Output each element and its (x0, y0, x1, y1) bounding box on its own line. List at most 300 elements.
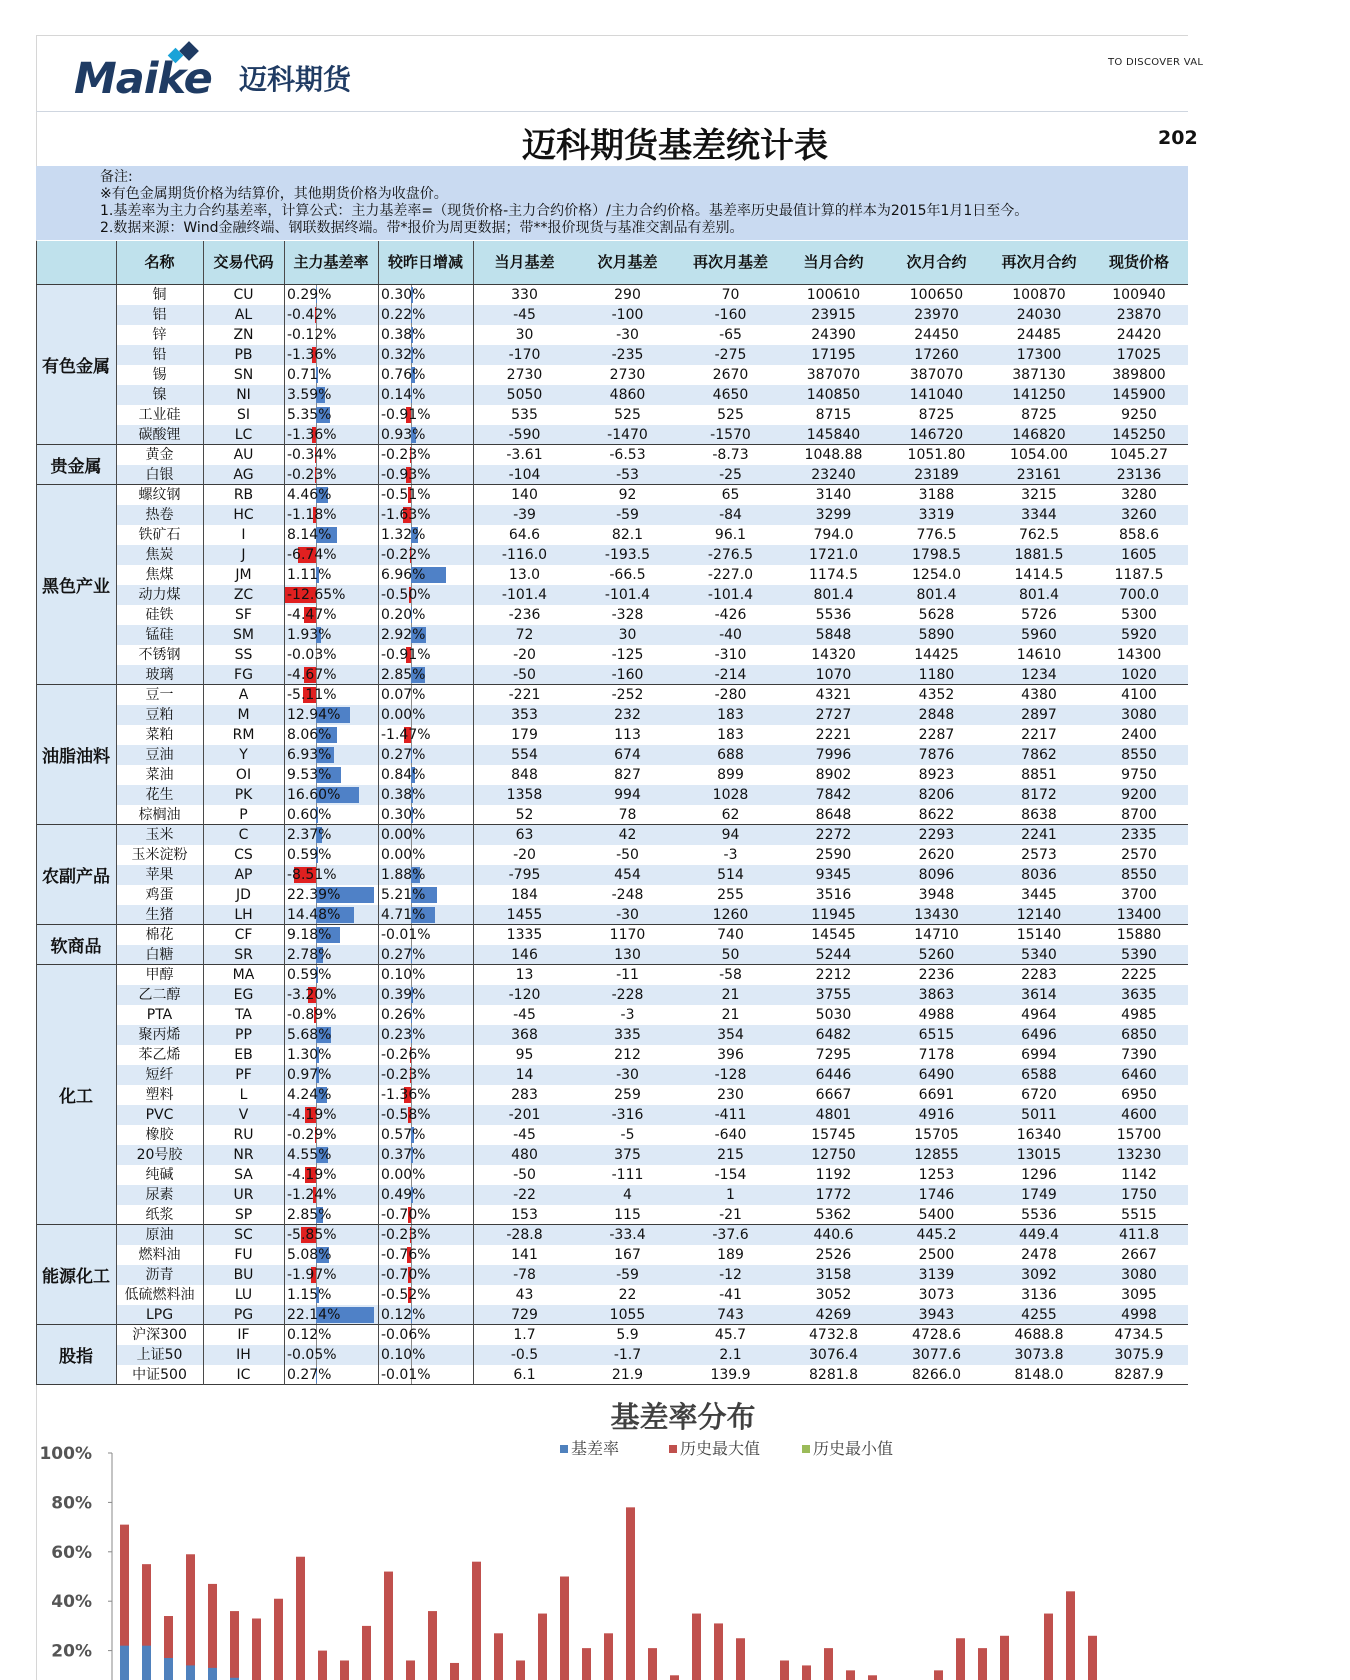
spot-price-cell: 23136 (1116, 467, 1162, 483)
table-row (116, 1205, 1188, 1225)
percent-value: 5.21% (381, 887, 426, 903)
third-basis-cell: 1 (726, 1187, 735, 1203)
max-value-bar (824, 1648, 833, 1680)
max-value-bar (648, 1648, 657, 1680)
basis-rate-cell (284, 885, 378, 905)
next-contract-cell: 13430 (914, 907, 959, 923)
daily-change-cell (378, 1085, 473, 1105)
current-basis-cell: 153 (511, 1207, 538, 1223)
name-cell: 铁矿石 (138, 527, 181, 543)
current-contract-cell: 440.6 (813, 1227, 854, 1243)
daily-change-cell (378, 865, 473, 885)
percent-value: 0.38% (381, 327, 426, 343)
name-cell: 低硫燃料油 (124, 1287, 195, 1303)
daily-change-cell (378, 1185, 473, 1205)
name-cell: 棕榈油 (138, 807, 181, 823)
third-basis-cell: 45.7 (714, 1327, 747, 1343)
slogan: TO DISCOVER VAL (1108, 57, 1204, 68)
percent-value: 1.30% (287, 1047, 332, 1063)
percent-value: -0.70% (381, 1207, 431, 1223)
basis-rate-cell (284, 605, 378, 625)
percent-value: -0.91% (381, 407, 431, 423)
basis-rate-cell (284, 1225, 378, 1245)
current-basis-cell: -45 (513, 307, 536, 323)
name-cell: 棉花 (145, 927, 174, 943)
code-cell: RM (232, 727, 255, 743)
name-cell: 聚丙烯 (138, 1027, 181, 1043)
table-row (116, 385, 1188, 405)
next-contract-cell: 7876 (918, 747, 955, 763)
daily-change-cell (378, 1025, 473, 1045)
current-contract-cell: 5362 (815, 1207, 852, 1223)
percent-value: 16.60% (287, 787, 341, 803)
third-basis-cell: -3 (723, 847, 738, 863)
basis-rate-cell (284, 425, 378, 445)
current-basis-cell: 43 (515, 1287, 534, 1303)
percent-value: 0.59% (287, 847, 332, 863)
table-row (116, 405, 1188, 425)
column-header: 次月合约 (906, 253, 967, 271)
percent-value: -1.63% (381, 507, 431, 523)
spot-price-cell: 145250 (1112, 427, 1166, 443)
name-cell: 螺纹钢 (138, 487, 181, 503)
current-contract-cell: 1721.0 (809, 547, 858, 563)
third-contract-cell: 4255 (1021, 1307, 1057, 1323)
third-contract-cell: 387130 (1012, 367, 1066, 383)
third-basis-cell: 139.9 (710, 1367, 751, 1383)
percent-value: 0.27% (381, 947, 426, 963)
basis-rate-cell (284, 625, 378, 645)
max-value-bar (1000, 1636, 1009, 1680)
percent-value: 1.32% (381, 527, 426, 543)
basis-rate-cell (284, 1365, 378, 1385)
basis-rate-chart (36, 1388, 1188, 1680)
current-basis-cell: -45 (513, 1007, 536, 1023)
basis-rate-cell (284, 365, 378, 385)
table-row (116, 605, 1188, 625)
third-contract-cell: 4688.8 (1014, 1327, 1064, 1343)
third-basis-cell: 21 (721, 1007, 740, 1023)
next-contract-cell: 387070 (909, 367, 964, 383)
third-contract-cell: 5340 (1021, 947, 1057, 963)
table-row (116, 1105, 1188, 1125)
current-contract-cell: 1772 (815, 1187, 852, 1203)
third-basis-cell: -8.73 (712, 447, 749, 463)
max-value-bar (450, 1663, 459, 1680)
third-contract-cell: 8172 (1021, 787, 1057, 803)
next-contract-cell: 24450 (914, 327, 959, 343)
third-contract-cell: 2283 (1021, 967, 1057, 983)
next-contract-cell: 8622 (918, 807, 955, 823)
current-basis-cell: 729 (511, 1307, 538, 1323)
code-cell: UR (233, 1187, 254, 1203)
name-cell: 豆粕 (145, 707, 174, 723)
name-cell: 玉米 (145, 827, 174, 843)
max-value-bar (362, 1626, 371, 1680)
basis-rate-cell (284, 1285, 378, 1305)
next-basis-cell: -50 (616, 847, 639, 863)
daily-change-cell (378, 965, 473, 985)
name-cell: 白银 (145, 467, 174, 483)
code-cell: AU (233, 447, 254, 463)
current-basis-cell: -221 (508, 687, 541, 703)
table-row (116, 345, 1188, 365)
name-cell: 原油 (145, 1227, 174, 1243)
code-cell: CU (233, 287, 254, 303)
notes-title: 备注: (100, 169, 133, 185)
percent-value: 0.14% (381, 387, 426, 403)
current-basis-cell: -0.5 (510, 1347, 539, 1363)
next-basis-cell: 525 (614, 407, 641, 423)
table-row (116, 745, 1188, 765)
spot-price-cell: 23870 (1116, 307, 1162, 323)
next-basis-cell: -101.4 (604, 587, 651, 603)
percent-value: 0.49% (381, 1187, 426, 1203)
percent-value: 0.00% (381, 707, 426, 723)
third-basis-cell: 354 (717, 1027, 744, 1043)
current-basis-cell: 140 (511, 487, 538, 503)
name-cell: 乙二醇 (138, 987, 181, 1003)
percent-value: 0.59% (287, 967, 332, 983)
table-row (116, 1045, 1188, 1065)
grid-line (284, 241, 285, 1385)
third-basis-cell: 215 (717, 1147, 744, 1163)
page-title: 迈科期货基差统计表 (522, 126, 828, 166)
name-cell: 焦煤 (145, 567, 174, 583)
third-basis-cell: 514 (717, 867, 744, 883)
third-contract-cell: 1054.00 (1010, 447, 1068, 463)
percent-value: 1.11% (287, 567, 332, 583)
daily-change-cell (378, 305, 473, 325)
next-basis-cell: -6.53 (609, 447, 646, 463)
third-contract-cell: 16340 (1016, 1127, 1062, 1143)
spot-price-cell: 8287.9 (1114, 1367, 1164, 1383)
basis-rate-cell (284, 565, 378, 585)
percent-value: 0.93% (381, 427, 426, 443)
spot-price-cell: 1020 (1121, 667, 1157, 683)
table-row (116, 865, 1188, 885)
current-basis-cell: -78 (513, 1267, 536, 1283)
percent-value: -0.26% (381, 1047, 431, 1063)
spot-price-cell: 100940 (1112, 287, 1166, 303)
third-contract-cell: 801.4 (1018, 587, 1060, 603)
third-contract-cell: 5536 (1021, 1207, 1057, 1223)
spot-price-cell: 9200 (1121, 787, 1157, 803)
current-contract-cell: 15745 (811, 1127, 856, 1143)
basis-rate-cell (284, 785, 378, 805)
current-contract-cell: 1048.88 (804, 447, 863, 463)
next-contract-cell: 141040 (909, 387, 964, 403)
current-contract-cell: 14545 (811, 927, 856, 943)
max-value-bar (318, 1651, 327, 1680)
current-basis-cell: 179 (511, 727, 538, 743)
category-label: 黑色产业 (36, 485, 116, 685)
percent-value: 1.88% (381, 867, 426, 883)
legend-swatch (560, 1445, 568, 1453)
next-basis-cell: -316 (611, 1107, 644, 1123)
third-basis-cell: 70 (721, 287, 740, 303)
max-value-bar (252, 1618, 261, 1680)
current-basis-cell: 13.0 (508, 567, 541, 583)
percent-value: 22.39% (287, 887, 341, 903)
basis-rate-cell (284, 1165, 378, 1185)
percent-value: -0.01% (381, 1367, 431, 1383)
table-row (116, 625, 1188, 645)
current-basis-cell: 848 (511, 767, 538, 783)
percent-value: 0.26% (381, 1007, 426, 1023)
basis-rate-cell (284, 1185, 378, 1205)
current-contract-cell: 140850 (806, 387, 861, 403)
max-value-bar (714, 1623, 723, 1680)
category-label: 农副产品 (36, 825, 116, 925)
third-contract-cell: 24030 (1016, 307, 1062, 323)
table-row (116, 785, 1188, 805)
table-row (116, 1285, 1188, 1305)
next-contract-cell: 3319 (918, 507, 955, 523)
basis-rate-cell (284, 725, 378, 745)
current-contract-cell: 23915 (811, 307, 856, 323)
spot-price-cell: 2667 (1121, 1247, 1157, 1263)
percent-value: -12.65% (287, 587, 346, 603)
percent-value: 4.71% (381, 907, 426, 923)
basis-rate-bar (142, 1646, 151, 1680)
third-contract-cell: 6496 (1021, 1027, 1057, 1043)
percent-value: -5.11% (287, 687, 337, 703)
current-contract-cell: 4801 (815, 1107, 852, 1123)
current-basis-cell: 14 (515, 1067, 534, 1083)
current-basis-cell: -20 (513, 847, 536, 863)
daily-change-cell (378, 745, 473, 765)
category-label: 化工 (36, 965, 116, 1225)
next-contract-cell: 2620 (918, 847, 955, 863)
code-cell: FG (234, 667, 253, 683)
daily-change-cell (378, 1145, 473, 1165)
current-basis-cell: -116.0 (501, 547, 548, 563)
current-basis-cell: 52 (515, 807, 534, 823)
third-contract-cell: 3136 (1021, 1287, 1057, 1303)
table-row (116, 845, 1188, 865)
name-cell: 塑料 (145, 1087, 174, 1103)
column-header: 交易代码 (213, 253, 274, 271)
current-basis-cell: 480 (511, 1147, 538, 1163)
max-value-bar (978, 1648, 987, 1680)
code-cell: NI (236, 387, 251, 403)
daily-change-cell (378, 625, 473, 645)
basis-rate-cell (284, 345, 378, 365)
next-basis-cell: 92 (618, 487, 637, 503)
next-basis-cell: 4 (623, 1187, 632, 1203)
next-basis-cell: 82.1 (611, 527, 644, 543)
current-contract-cell: 3052 (815, 1287, 852, 1303)
next-contract-cell: 2500 (918, 1247, 955, 1263)
daily-change-cell (378, 805, 473, 825)
table-row (116, 1185, 1188, 1205)
percent-value: 0.20% (381, 607, 426, 623)
current-contract-cell: 11945 (811, 907, 856, 923)
code-cell: AL (234, 307, 253, 323)
column-header: 现货价格 (1108, 253, 1169, 271)
next-contract-cell: 14710 (914, 927, 959, 943)
basis-rate-cell (284, 825, 378, 845)
percent-value: 5.08% (287, 1247, 332, 1263)
third-basis-cell: -21 (719, 1207, 742, 1223)
table-row (116, 1245, 1188, 1265)
next-contract-cell: 3948 (918, 887, 955, 903)
current-contract-cell: 5244 (815, 947, 852, 963)
code-cell: V (238, 1107, 249, 1123)
percent-value: 0.00% (381, 847, 426, 863)
next-basis-cell: 335 (614, 1027, 641, 1043)
table-row (116, 1165, 1188, 1185)
current-basis-cell: -104 (508, 467, 541, 483)
next-contract-cell: 3073 (918, 1287, 955, 1303)
next-basis-cell: -59 (616, 507, 639, 523)
current-contract-cell: 7996 (815, 747, 852, 763)
third-basis-cell: 4650 (712, 387, 749, 403)
basis-rate-cell (284, 285, 378, 305)
third-basis-cell: 183 (717, 727, 744, 743)
table-row (116, 545, 1188, 565)
spot-price-cell: 8550 (1121, 867, 1157, 883)
third-basis-cell: -276.5 (707, 547, 754, 563)
third-contract-cell: 2478 (1021, 1247, 1057, 1263)
daily-change-cell (378, 565, 473, 585)
table-row (116, 525, 1188, 545)
table-row (116, 645, 1188, 665)
next-contract-cell: 6691 (918, 1087, 955, 1103)
daily-change-cell (378, 845, 473, 865)
percent-value: -3.20% (287, 987, 337, 1003)
next-basis-cell: 1055 (609, 1307, 646, 1323)
next-basis-cell: 375 (614, 1147, 641, 1163)
current-contract-cell: 6446 (815, 1067, 852, 1083)
name-cell: 菜粕 (145, 727, 174, 743)
table-row (116, 1005, 1188, 1025)
third-contract-cell: 12140 (1016, 907, 1062, 923)
basis-rate-cell (284, 1265, 378, 1285)
table-row (116, 565, 1188, 585)
max-value-bar (406, 1660, 415, 1680)
current-basis-cell: 30 (515, 327, 534, 343)
third-contract-cell: 5011 (1021, 1107, 1057, 1123)
third-basis-cell: -37.6 (712, 1227, 749, 1243)
percent-value: 0.10% (381, 1347, 426, 1363)
percent-value: -4.19% (287, 1167, 337, 1183)
percent-value: 0.30% (381, 807, 426, 823)
name-cell: 锌 (152, 327, 167, 343)
next-contract-cell: 1051.80 (907, 447, 966, 463)
table-row (116, 325, 1188, 345)
basis-rate-cell (284, 905, 378, 925)
percent-value: -0.76% (381, 1247, 431, 1263)
table-row (116, 1065, 1188, 1085)
name-cell: 不锈钢 (138, 647, 181, 663)
code-cell: BU (233, 1267, 254, 1283)
next-contract-cell: 3139 (918, 1267, 955, 1283)
table-row (116, 1145, 1188, 1165)
spot-price-cell: 3095 (1121, 1287, 1157, 1303)
next-basis-cell: -1470 (607, 427, 648, 443)
daily-change-cell (378, 1365, 473, 1385)
basis-rate-cell (284, 385, 378, 405)
daily-change-cell (378, 905, 473, 925)
next-contract-cell: 2293 (918, 827, 955, 843)
name-cell: 工业硅 (138, 407, 181, 423)
percent-value: -0.06% (381, 1327, 431, 1343)
spot-price-cell: 8550 (1121, 747, 1157, 763)
percent-value: 3.59% (287, 387, 332, 403)
name-cell: 苹果 (145, 867, 174, 883)
basis-rate-cell (284, 1005, 378, 1025)
next-contract-cell: 8923 (918, 767, 955, 783)
third-basis-cell: -160 (714, 307, 747, 323)
next-basis-cell: -3 (620, 1007, 635, 1023)
percent-value: 0.10% (381, 967, 426, 983)
max-value-bar (296, 1557, 305, 1680)
third-contract-cell: 2241 (1021, 827, 1057, 843)
basis-rate-cell (284, 945, 378, 965)
third-contract-cell: 3344 (1021, 507, 1057, 523)
current-contract-cell: 8648 (815, 807, 852, 823)
max-value-bar (230, 1611, 239, 1680)
percent-value: -0.52% (381, 1287, 431, 1303)
third-basis-cell: 50 (721, 947, 740, 963)
code-cell: JM (235, 567, 252, 583)
grid-line (378, 241, 379, 1385)
current-basis-cell: 1335 (506, 927, 543, 943)
code-cell: RU (233, 1127, 254, 1143)
current-basis-cell: 13 (515, 967, 534, 983)
next-contract-cell: 3077.6 (912, 1347, 961, 1363)
y-tick-label: 60% (51, 1542, 92, 1563)
grid-line (116, 241, 117, 1385)
daily-change-cell (378, 525, 473, 545)
current-contract-cell: 2221 (815, 727, 852, 743)
third-contract-cell: 24485 (1016, 327, 1062, 343)
third-basis-cell: 1260 (712, 907, 749, 923)
percent-value: 6.96% (381, 567, 426, 583)
percent-value: 2.37% (287, 827, 332, 843)
third-contract-cell: 6588 (1021, 1067, 1057, 1083)
next-basis-cell: -59 (616, 1267, 639, 1283)
max-value-bar (340, 1660, 349, 1680)
next-basis-cell: 113 (614, 727, 641, 743)
third-basis-cell: 899 (717, 767, 744, 783)
next-contract-cell: 1254.0 (912, 567, 961, 583)
basis-rate-cell (284, 745, 378, 765)
percent-value: -0.05% (287, 1347, 337, 1363)
daily-change-cell (378, 485, 473, 505)
percent-value: 0.32% (381, 347, 426, 363)
name-cell: 甲醇 (145, 967, 174, 983)
daily-change-cell (378, 505, 473, 525)
next-basis-cell: -125 (611, 647, 644, 663)
max-value-bar (692, 1614, 701, 1680)
name-cell: 碳酸锂 (138, 427, 181, 443)
third-contract-cell: 2573 (1021, 847, 1057, 863)
third-basis-cell: -65 (719, 327, 742, 343)
code-cell: OI (235, 767, 252, 783)
next-basis-cell: 212 (614, 1047, 641, 1063)
basis-rate-cell (284, 505, 378, 525)
percent-value: 9.53% (287, 767, 332, 783)
table-row (116, 465, 1188, 485)
third-contract-cell: 6994 (1021, 1047, 1057, 1063)
code-cell: ZC (233, 587, 254, 603)
percent-value: -0.89% (287, 1007, 337, 1023)
daily-change-cell (378, 1005, 473, 1025)
max-value-bar (1088, 1636, 1097, 1680)
